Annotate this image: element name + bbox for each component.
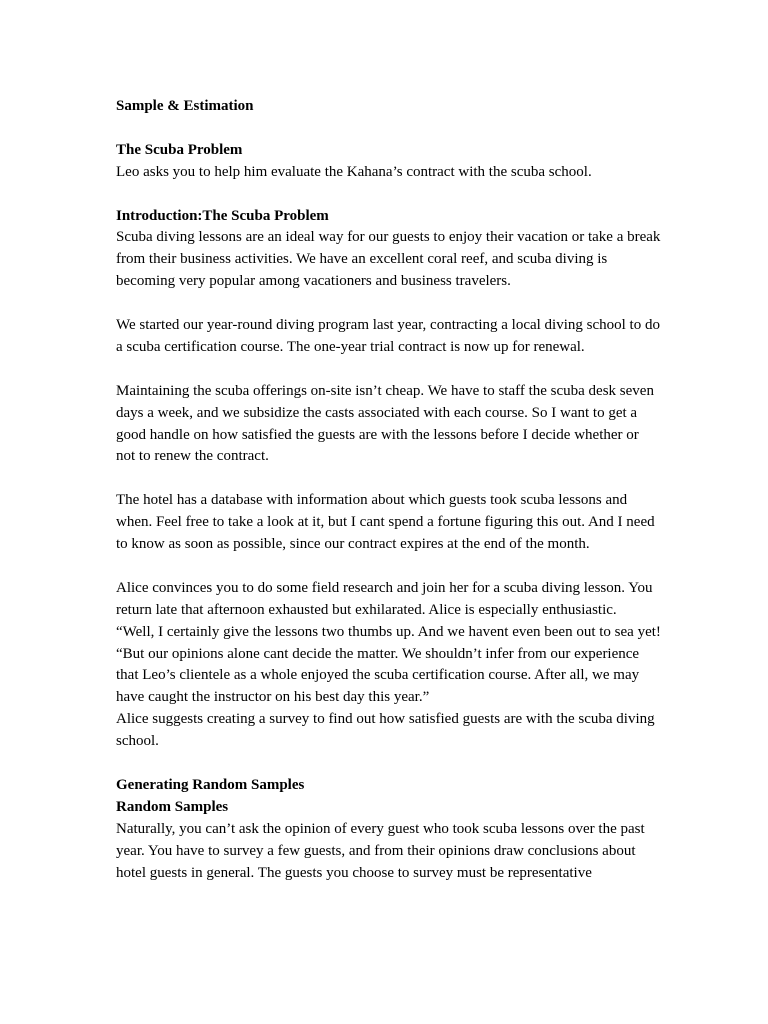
section-text-scuba-problem: Leo asks you to help him evaluate the Kahana’s contract with the scuba school. bbox=[116, 163, 592, 180]
section-heading-introduction: Introduction:The Scuba Problem bbox=[116, 207, 329, 224]
paragraph-intro-1: Scuba diving lessons are an ideal way for our guests to enjoy their vacation or take a break from their business activities. We have an excellent coral reef, and scuba diving is becoming very popular among vacationers and business travelers. bbox=[116, 229, 661, 290]
spacer bbox=[116, 556, 661, 578]
document-title: Sample & Estimation bbox=[116, 98, 254, 114]
section-subheading-random-samples: Random Samples bbox=[116, 798, 229, 815]
paragraph-dialogue-3: “But our opinions alone cant decide the matter. We shouldn’t infer from our experience that Leo’s clientele as a whole enjoyed the scuba certification course. After all, we may have caught the instructor on his best day this year.” bbox=[116, 645, 640, 706]
section-heading-scuba-problem: The Scuba Problem bbox=[116, 141, 243, 158]
spacer bbox=[116, 184, 661, 206]
section-heading-random-samples-generating: Generating Random Samples bbox=[116, 776, 305, 793]
spacer bbox=[116, 293, 661, 315]
spacer bbox=[116, 359, 661, 381]
spacer bbox=[116, 753, 661, 775]
paragraph-dialogue-4: Alice suggests creating a survey to find out how satisfied guests are with the scuba diving school. bbox=[116, 711, 655, 750]
paragraph-intro-2: We started our year-round diving program last year, contracting a local diving school to do a scuba certification course. The one-year trial contract is now up for renewal. bbox=[116, 317, 660, 355]
paragraph-intro-3: Maintaining the scuba offerings on-site isn’t cheap. We have to staff the scuba desk seven days a week, and we subsidize the casts associated with each course. So I want to get a good handle on how satisfied the guests are with the lessons before I decide whether or not to renew the contract. bbox=[116, 382, 654, 465]
paragraph-random-samples: Naturally, you can’t ask the opinion of every guest who took scuba lessons over the past year. You have to survey a few guests, and from their opinions draw conclusions about hotel guests in general. The guests you choose to survey must be representative bbox=[116, 820, 645, 881]
spacer bbox=[116, 468, 661, 490]
document-page bbox=[116, 96, 661, 885]
paragraph-dialogue-1: Alice convinces you to do some field research and join her for a scuba diving lesson. You return late that afternoon exhausted but exhilarated. Alice is especially enthusiastic. bbox=[116, 579, 653, 618]
spacer bbox=[116, 118, 661, 140]
paragraph-intro-4: The hotel has a database with information about which guests took scuba lessons and when. Feel free to take a look at it, but I cant spend a fortune figuring this out. And I need to know as soon as possible, since our contract expires at the end of the month. bbox=[116, 492, 655, 553]
paragraph-dialogue-2: “Well, I certainly give the lessons two thumbs up. And we havent even been out to sea yet! bbox=[116, 623, 661, 640]
